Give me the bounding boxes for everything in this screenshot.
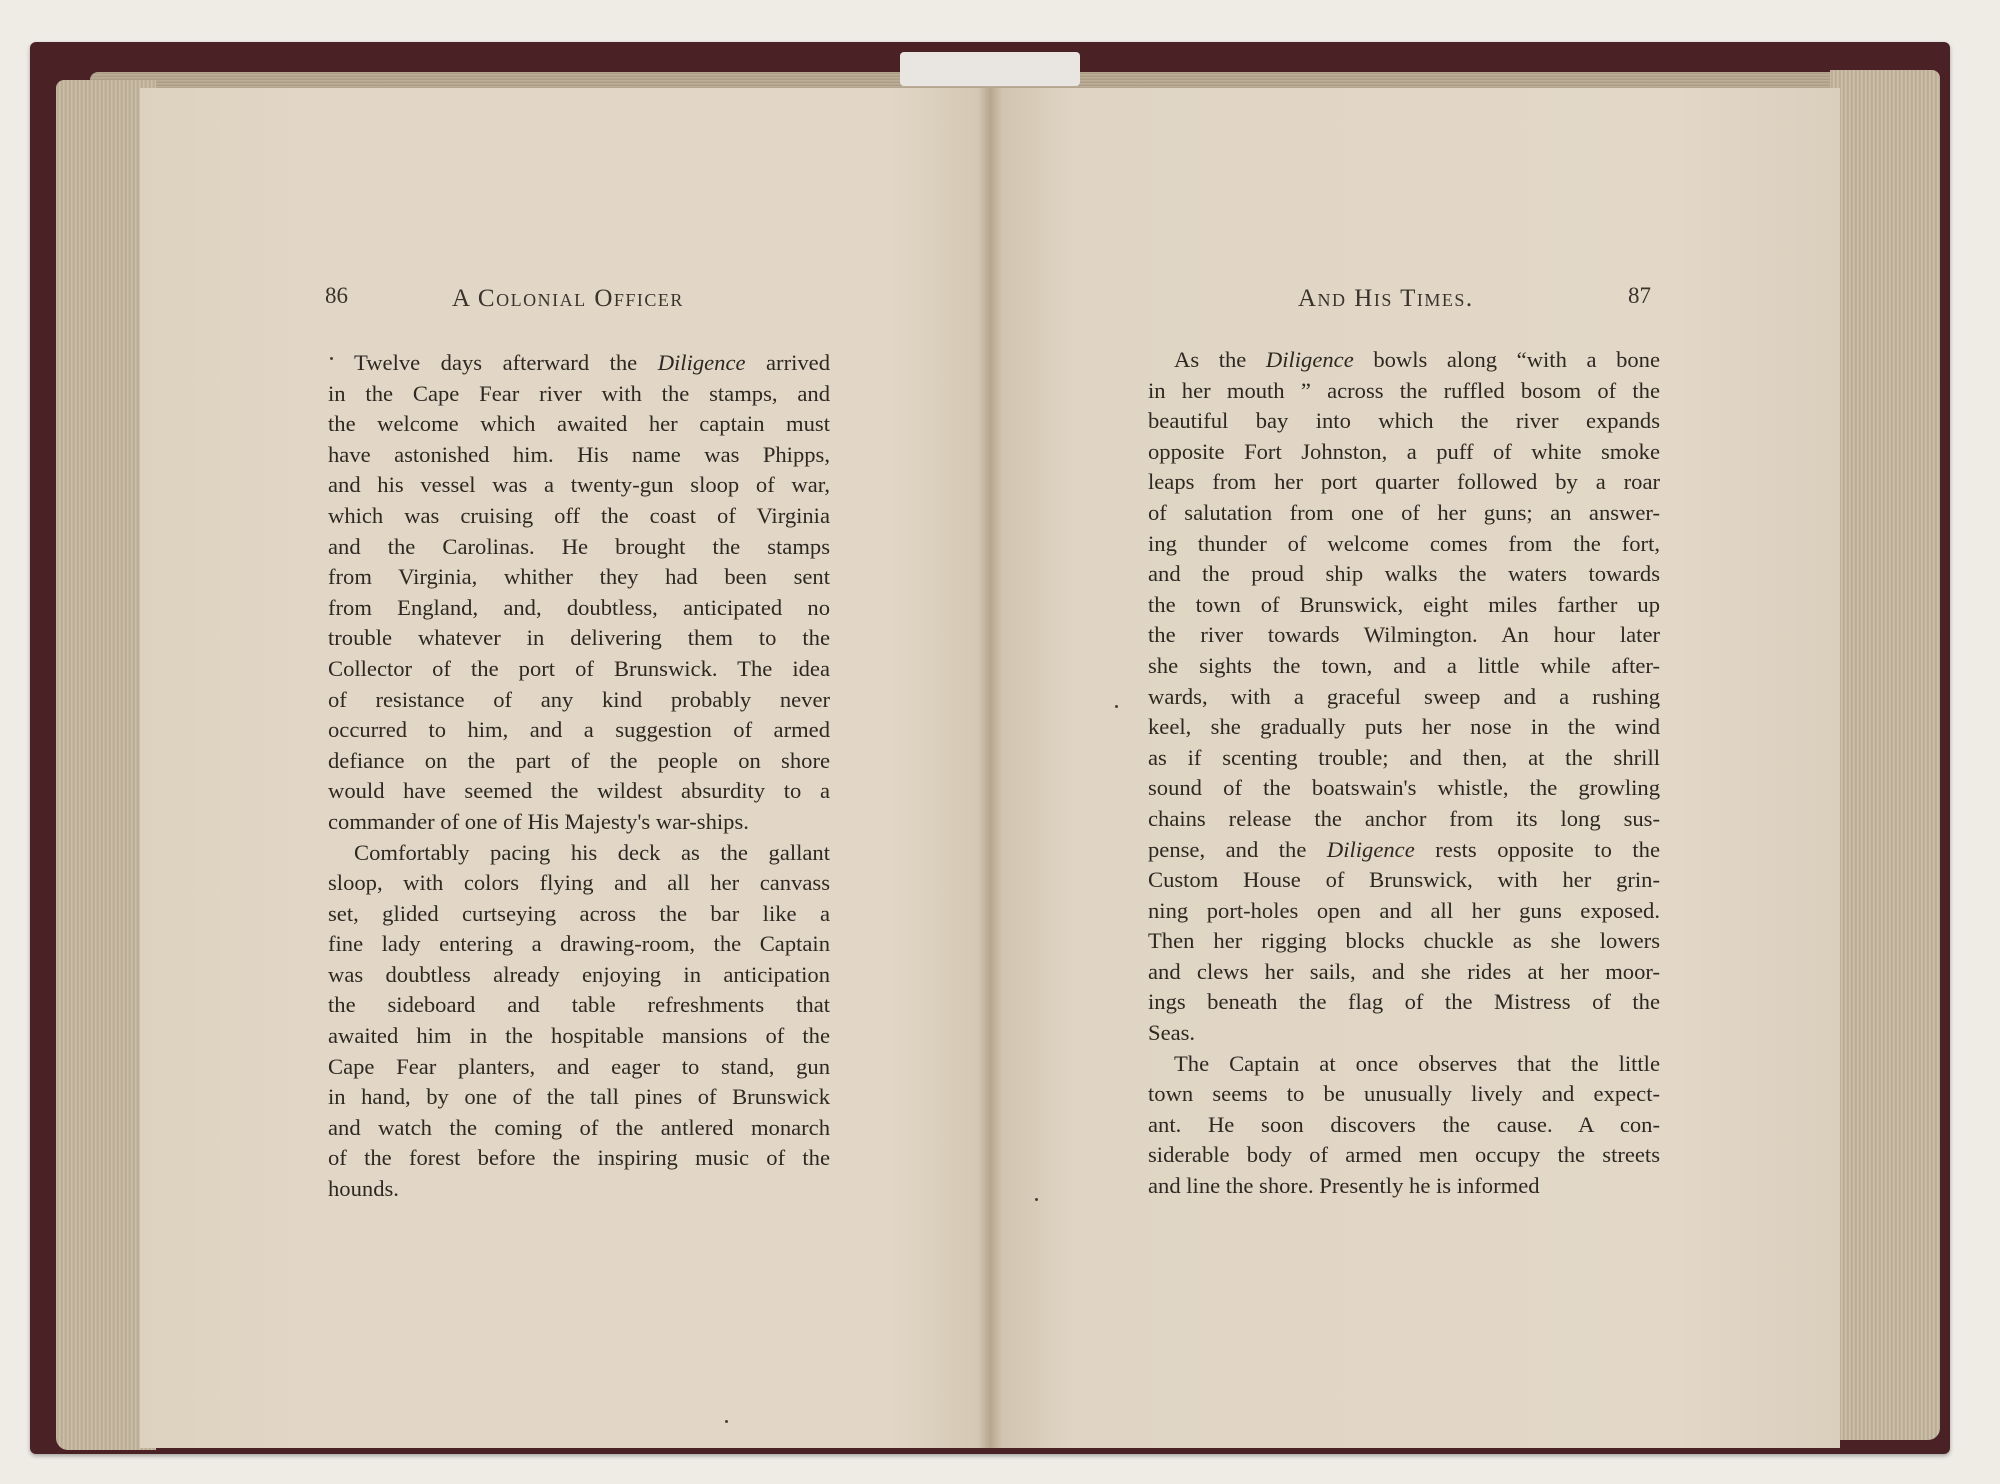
text-line: in the Cape Fear river with the stamps, and (328, 380, 830, 406)
text-line: leaps from her port quarter followed by a roar (1148, 469, 1660, 495)
text-line: and watch the coming of the antlered monarch (328, 1114, 830, 1140)
text-line: and his vessel was a twenty-gun sloop of war, (328, 472, 830, 498)
right-running-head: And His Times. (1298, 285, 1474, 312)
text-line: Cape Fear planters, and eager to stand, gun (328, 1053, 830, 1079)
ink-speck (330, 357, 333, 360)
text-line: she sights the town, and a little while after- (1148, 652, 1660, 678)
text-line: the welcome which awaited her captain must (328, 411, 830, 437)
text-line: have astonished him. His name was Phipps, (328, 441, 830, 467)
text-line: fine lady entering a drawing-room, the Captain (328, 931, 830, 957)
text-line: would have seemed the wildest absurdity to a (328, 778, 830, 804)
right-page-body (1148, 345, 1660, 1202)
text-line: commander of one of His Majesty's war-ships. (328, 808, 749, 834)
text-line: Custom House of Brunswick, with her grin- (1148, 867, 1660, 893)
text-line: The Captain at once observes that the little (1174, 1050, 1660, 1076)
text-line: the river towards Wilmington. An hour later (1148, 622, 1660, 648)
left-page-body (328, 348, 830, 1205)
text-line: was doubtless already enjoying in anticipation (328, 961, 830, 987)
text-line: and the proud ship walks the waters towards (1148, 561, 1660, 587)
text-line: Then her rigging blocks chuckle as she lowers (1148, 928, 1660, 954)
text-line: and the Carolinas. He brought the stamps (328, 533, 830, 559)
text-line: of the forest before the inspiring music of the (328, 1145, 830, 1171)
text-line: trouble whatever in delivering them to the (328, 625, 830, 651)
right-page-number: 87 (1628, 283, 1651, 308)
page-edges-right (1830, 70, 1940, 1440)
text-line: hounds. (328, 1176, 399, 1202)
text-line: as if scenting trouble; and then, at the shrill (1148, 744, 1660, 770)
text-line: from England, and, doubtless, anticipated no (328, 594, 830, 620)
left-page-number: 86 (325, 283, 348, 308)
text-line: ing thunder of welcome comes from the fort, (1148, 530, 1660, 556)
paragraph (1148, 345, 1660, 1049)
book-gutter (978, 88, 1002, 1448)
text-line: and clews her sails, and she rides at her moor- (1148, 958, 1660, 984)
italic-ship-name: Diligence (657, 350, 746, 375)
text-line: occurred to him, and a suggestion of armed (328, 717, 830, 743)
paragraph (1148, 1049, 1660, 1202)
text-line: pense, and the Diligence rests opposite to the (1148, 836, 1660, 862)
text-line: the sideboard and table refreshments that (328, 992, 830, 1018)
ink-speck (725, 1420, 728, 1423)
italic-ship-name: Diligence (1326, 836, 1415, 862)
text-line: ings beneath the flag of the Mistress of the (1148, 989, 1660, 1015)
italic-ship-name: Diligence (1265, 347, 1354, 372)
text-line: keel, she gradually puts her nose in the wind (1148, 714, 1660, 740)
torn-spine (900, 52, 1080, 86)
text-line: wards, with a graceful sweep and a rushing (1148, 683, 1660, 709)
left-running-head: A Colonial Officer (452, 285, 684, 312)
text-line: As the Diligence bowls along “with a bone (1174, 347, 1661, 372)
text-line: the town of Brunswick, eight miles farther up (1148, 591, 1660, 617)
text-line: Twelve days afterward the Diligence arrived (354, 350, 830, 375)
text-line: town seems to be unusually lively and expect- (1148, 1081, 1660, 1107)
text-line: ant. He soon discovers the cause. A con- (1148, 1111, 1660, 1137)
text-line: ning port-holes open and all her guns exposed. (1148, 897, 1660, 923)
text-line: opposite Fort Johnston, a puff of white smoke (1148, 438, 1660, 464)
text-line: in hand, by one of the tall pines of Brunswick (328, 1084, 830, 1110)
text-line: and line the shore. Presently he is informed (1148, 1173, 1540, 1199)
text-line: Comfortably pacing his deck as the gallant (354, 839, 830, 865)
text-line: awaited him in the hospitable mansions of the (328, 1023, 830, 1049)
ink-speck (1035, 1198, 1038, 1201)
text-line: beautiful bay into which the river expands (1148, 408, 1660, 434)
text-line: in her mouth ” across the ruffled bosom of the (1148, 377, 1660, 403)
text-line: of salutation from one of her guns; an answer- (1148, 499, 1660, 525)
paragraph (328, 348, 830, 838)
text-line: sound of the boatswain's whistle, the growling (1148, 775, 1660, 801)
text-line: which was cruising off the coast of Virginia (328, 502, 830, 528)
text-line: of resistance of any kind probably never (328, 686, 830, 712)
text-line: defiance on the part of the people on shore (328, 747, 830, 773)
text-line: Collector of the port of Brunswick. The idea (328, 655, 830, 681)
text-line: set, glided curtseying across the bar like a (328, 900, 830, 926)
ink-speck (1115, 705, 1118, 708)
text-line: siderable body of armed men occupy the streets (1148, 1142, 1660, 1168)
text-line: Seas. (1148, 1020, 1196, 1046)
text-line: chains release the anchor from its long sus- (1148, 805, 1660, 831)
text-line: from Virginia, whither they had been sent (328, 564, 830, 590)
paragraph (328, 838, 830, 1205)
text-line: sloop, with colors flying and all her canvass (328, 870, 830, 896)
